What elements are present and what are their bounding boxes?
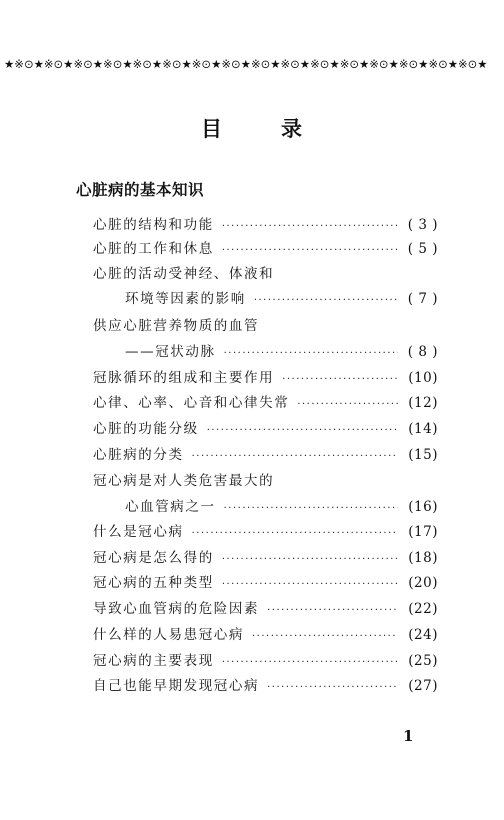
toc-entry[interactable] <box>93 214 438 236</box>
toc-leader <box>222 240 398 262</box>
section-heading: 心脏病的基本知识 <box>76 181 205 199</box>
title-char-1: 目 <box>201 117 222 141</box>
toc-leader <box>192 523 398 545</box>
toc-entry-label: 心脏的结构和功能 <box>93 217 214 233</box>
toc-entry-label: 冠心病是怎么得的 <box>93 550 214 566</box>
toc-leader <box>224 343 398 365</box>
toc-entry-continued[interactable] <box>93 470 438 492</box>
toc-entry-page: ( 3 ) <box>407 217 438 233</box>
toc-entry[interactable] <box>93 496 438 518</box>
toc-leader <box>222 574 398 596</box>
toc-entry[interactable] <box>93 238 438 260</box>
toc-entry-label: 心脏的工作和休息 <box>93 241 214 257</box>
toc-entry-page: ( 7 ) <box>407 291 438 307</box>
toc-entry-label: 什么样的人易患冠心病 <box>93 627 244 643</box>
page-number: 1 <box>403 727 414 745</box>
toc-entry-label: 心律、心率、心音和心律失常 <box>93 395 290 411</box>
toc-entry-page: (18) <box>408 550 438 566</box>
toc-entry-label: 冠心病是对人类危害最大的 <box>93 473 275 489</box>
toc-leader <box>192 446 398 468</box>
toc-entry-page: ( 5 ) <box>407 241 438 257</box>
toc-entry-continued[interactable] <box>93 263 438 285</box>
toc-entry[interactable] <box>93 572 438 594</box>
toc-entry[interactable] <box>93 650 438 672</box>
title-char-2: 录 <box>281 117 302 141</box>
toc-entry-label: 心血管病之一 <box>125 499 216 515</box>
toc-entry-label: 什么是冠心病 <box>93 524 184 540</box>
toc-entry-page: (17) <box>408 524 438 540</box>
toc-entry-label: 供应心脏营养物质的血管 <box>93 318 260 334</box>
toc-entry[interactable] <box>93 547 438 569</box>
toc-entry[interactable] <box>93 418 438 440</box>
toc-leader <box>297 394 398 416</box>
toc-entry-label: 心脏病的分类 <box>93 447 184 463</box>
toc-leader <box>282 369 398 391</box>
toc-leader <box>222 216 398 238</box>
toc-entry-page: (20) <box>408 575 438 591</box>
toc-entry[interactable] <box>93 624 438 646</box>
toc-entry-label: 冠脉循环的组成和主要作用 <box>93 370 275 386</box>
toc-leader <box>224 498 398 520</box>
toc-entry[interactable] <box>93 367 438 389</box>
toc-entry-page: (12) <box>408 395 438 411</box>
decorative-border: ★※⊙★※⊙★※⊙★※⊙★※⊙★※⊙★※⊙★※⊙★※⊙★※⊙★※⊙★※⊙★※⊙★※⊙★※⊙★※⊙★ <box>4 57 488 71</box>
toc-entry[interactable] <box>93 444 438 466</box>
toc-leader <box>267 677 398 699</box>
toc-leader <box>252 626 398 648</box>
toc-entry-page: (16) <box>408 499 438 515</box>
toc-entry[interactable] <box>93 288 438 310</box>
toc-leader <box>222 652 398 674</box>
toc-entry[interactable] <box>93 521 438 543</box>
toc-entry-page: (27) <box>408 678 438 694</box>
toc-entry-page: (25) <box>408 653 438 669</box>
toc-entry-label: ——冠状动脉 <box>125 344 216 360</box>
toc-entry-page: (14) <box>408 421 438 437</box>
toc-entry-label: 导致心血管病的危险因素 <box>93 601 260 617</box>
toc-entry-label: 自己也能早期发现冠心病 <box>93 678 260 694</box>
toc-leader <box>267 600 398 622</box>
toc-leader <box>222 549 398 571</box>
toc-entry-page: (22) <box>408 601 438 617</box>
toc-entry-label: 环境等因素的影响 <box>125 291 246 307</box>
toc-leader <box>207 420 398 442</box>
toc-entry-label: 心脏的活动受神经、体液和 <box>93 266 275 282</box>
toc-entry-page: (10) <box>408 370 438 386</box>
toc-leader <box>254 290 398 312</box>
toc-entry-page: ( 8 ) <box>407 344 438 360</box>
toc-entry-continued[interactable] <box>93 315 438 337</box>
toc-entry[interactable] <box>93 598 438 620</box>
toc-entry[interactable] <box>93 341 438 363</box>
toc-entry-label: 心脏的功能分级 <box>93 421 199 437</box>
toc-entry-page: (15) <box>408 447 438 463</box>
toc-entry-label: 冠心病的主要表现 <box>93 653 214 669</box>
toc-entry-label: 冠心病的五种类型 <box>93 575 214 591</box>
toc-entry-page: (24) <box>408 627 438 643</box>
toc-entry[interactable] <box>93 675 438 697</box>
toc-entry[interactable] <box>93 392 438 414</box>
